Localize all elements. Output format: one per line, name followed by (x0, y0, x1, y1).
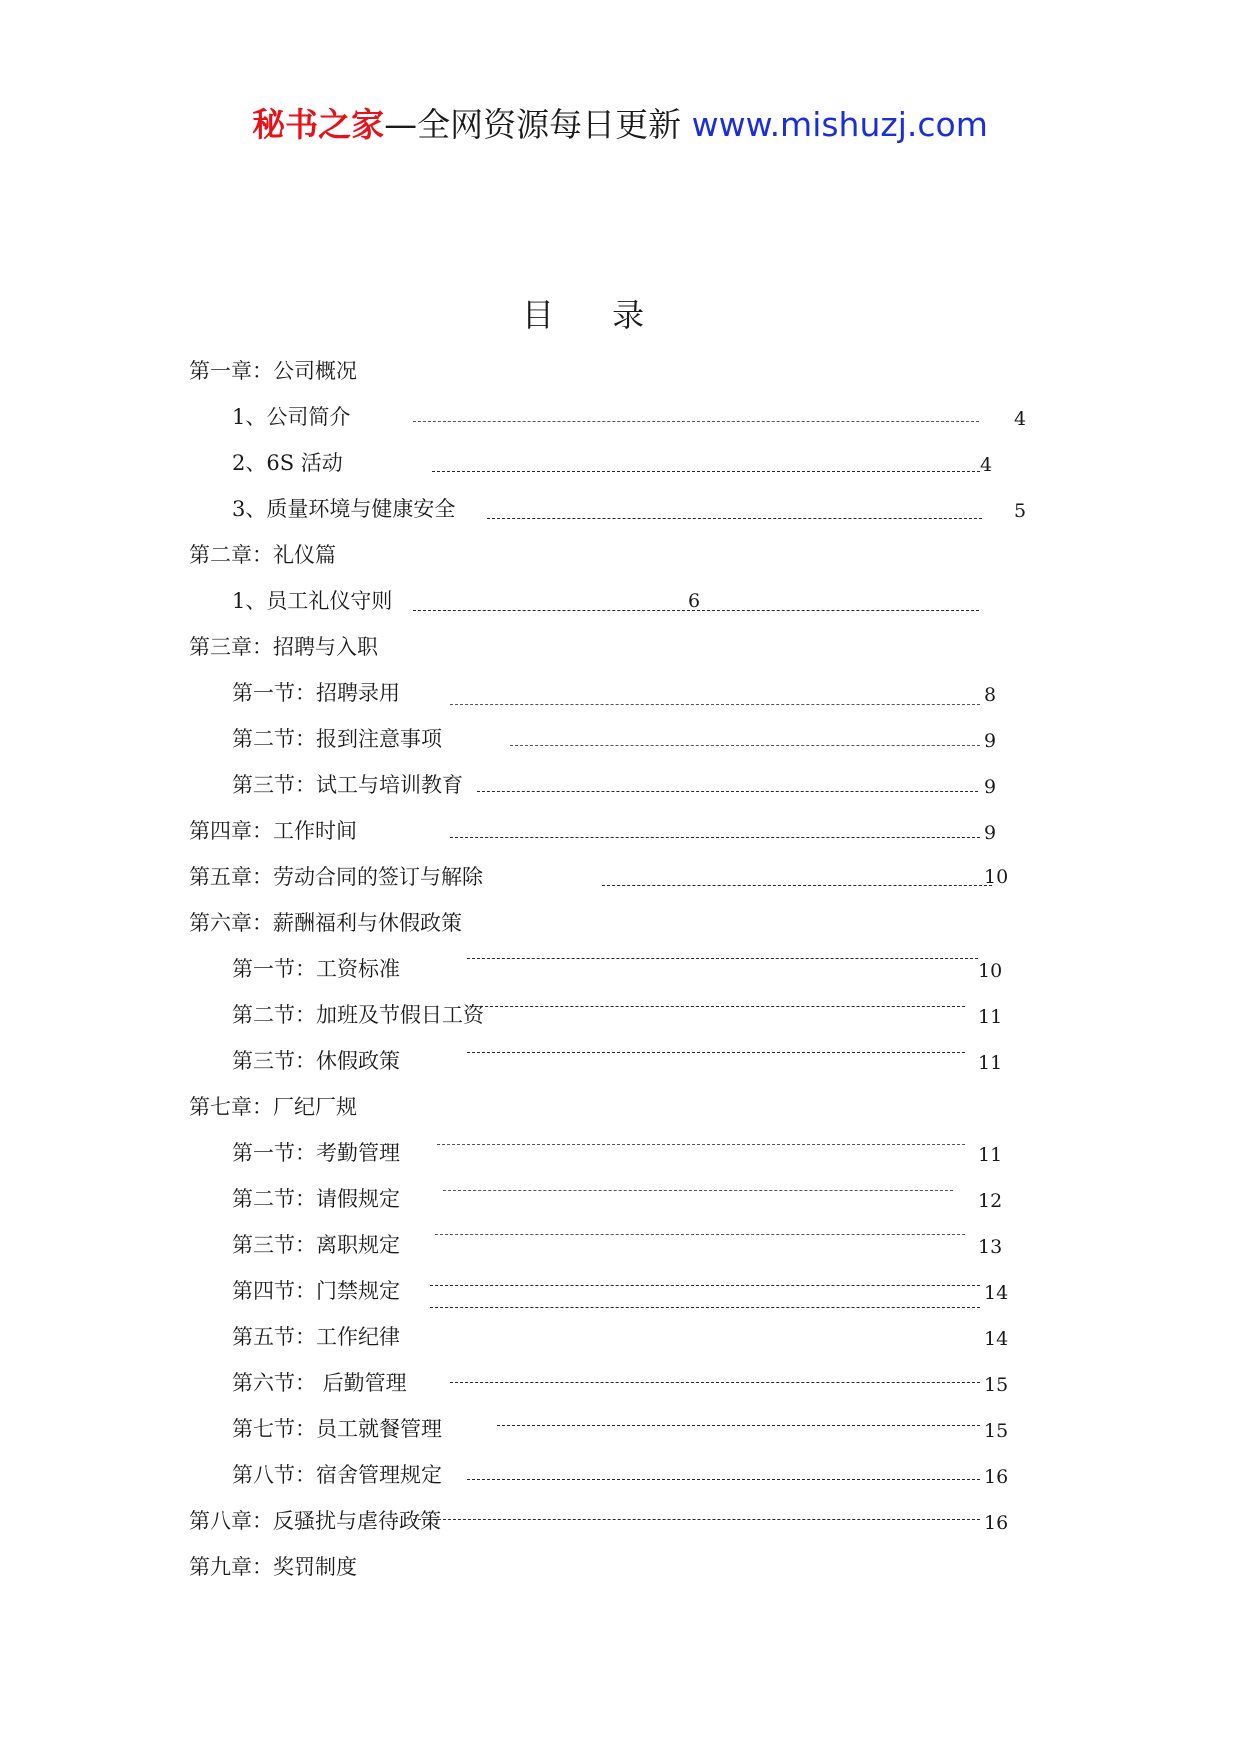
dot-leader (413, 1519, 980, 1520)
toc-entry (0, 1452, 1240, 1498)
toc-entry-label: 第七章：厂纪厂规 (189, 1095, 357, 1119)
dot-leader (435, 1234, 965, 1235)
toc-entry (0, 762, 1240, 808)
toc-entry-page: 11 (978, 1052, 1003, 1074)
toc-entry-page: 4 (980, 454, 993, 476)
toc-entry (0, 854, 1240, 900)
toc-entry-label: 第六节： 后勤管理 (232, 1371, 407, 1395)
toc-entry (0, 992, 1240, 1038)
toc-entry-page: 9 (984, 776, 997, 798)
toc-entry-page: 16 (984, 1512, 1009, 1534)
toc-entry-label: 第二节：加班及节假日工资 (232, 1003, 484, 1027)
toc-entry-label: 第六章：薪酬福利与休假政策 (189, 911, 462, 935)
toc-entry (0, 1222, 1240, 1268)
dot-leader (443, 1190, 953, 1191)
dot-leader (510, 745, 980, 746)
toc-entry (0, 440, 1240, 486)
toc-entry-page: 11 (978, 1006, 1003, 1028)
dot-leader (467, 958, 978, 959)
toc-entry-label: 第二节：请假规定 (232, 1187, 400, 1211)
toc-entry (0, 1498, 1240, 1544)
toc-entry (0, 394, 1240, 440)
toc-entry (0, 578, 1240, 624)
toc-entry (0, 946, 1240, 992)
dot-leader (497, 1425, 980, 1426)
toc-entry-label: 第二章：礼仪篇 (189, 543, 336, 567)
dot-leader (477, 791, 978, 792)
dot-leader (450, 1382, 980, 1383)
page-header (0, 100, 1240, 150)
toc-entry-label: 第三节：离职规定 (232, 1233, 400, 1257)
toc-entry-page: 11 (978, 1144, 1003, 1166)
dot-leader (602, 885, 992, 886)
toc-entry (0, 1360, 1240, 1406)
toc-entry-page: 15 (984, 1374, 1009, 1396)
toc-entry (0, 532, 1240, 578)
toc-entry-page: 6 (688, 590, 701, 612)
toc-entry (0, 1130, 1240, 1176)
dot-leader (450, 837, 980, 838)
toc-entry-label: 第一节：招聘录用 (232, 681, 400, 705)
toc-entry (0, 348, 1240, 394)
toc-entry-label: 第一章：公司概况 (189, 359, 357, 383)
toc-entry-label: 第二节：报到注意事项 (232, 727, 442, 751)
toc-entry-label: 第五节：工作纪律 (232, 1325, 400, 1349)
dot-leader (432, 471, 980, 472)
dot-leader (467, 1052, 965, 1053)
dot-leader (470, 1006, 965, 1007)
toc-entry-label: 1、公司简介 (232, 405, 351, 429)
toc-entry (0, 808, 1240, 854)
toc-entry (0, 1406, 1240, 1452)
toc-entry-label: 2、6S 活动 (232, 451, 343, 475)
toc-entry-label: 第八章：反骚扰与虐待政策 (189, 1509, 441, 1533)
header-url-link[interactable]: www.mishuzj.com (691, 105, 988, 144)
toc-entry-label: 1、员工礼仪守则 (232, 589, 393, 613)
toc-entry-page: 9 (984, 822, 997, 844)
toc-entry-page: 14 (984, 1282, 1009, 1304)
dot-leader (437, 1144, 965, 1145)
header-brand: 秘书之家 (252, 105, 385, 144)
toc-entry-page: 5 (1014, 500, 1027, 522)
toc-entry-label: 第三章：招聘与入职 (189, 635, 378, 659)
toc-entry-page: 13 (978, 1236, 1003, 1258)
toc-title: 目 录 (521, 296, 669, 334)
toc-entry (0, 486, 1240, 532)
toc-entry-label: 第四章：工作时间 (189, 819, 357, 843)
toc-entry (0, 670, 1240, 716)
dot-leader (413, 421, 979, 422)
toc-entry-label: 第四节：门禁规定 (232, 1279, 400, 1303)
toc-entry-page: 4 (1014, 408, 1027, 430)
toc-entry-page: 10 (978, 960, 1003, 982)
dot-leader (487, 518, 982, 519)
dot-leader (467, 1479, 980, 1480)
toc-entry-label: 第三节：试工与培训教育 (232, 773, 463, 797)
toc-entry (0, 1038, 1240, 1084)
toc-entry (0, 624, 1240, 670)
toc-entry-page: 15 (984, 1420, 1009, 1442)
toc-entry-label: 第一节：考勤管理 (232, 1141, 400, 1165)
toc-entry (0, 900, 1240, 946)
toc-entry (0, 1084, 1240, 1130)
toc-entry-page: 10 (984, 866, 1009, 888)
toc-entry-label: 第八节：宿舍管理规定 (232, 1463, 442, 1487)
toc-entry-page: 14 (984, 1328, 1009, 1350)
toc-entry-page: 9 (984, 730, 997, 752)
toc-entry-label: 第七节：员工就餐管理 (232, 1417, 442, 1441)
dot-leader (430, 1285, 980, 1286)
header-slogan: —全网资源每日更新 (384, 105, 682, 144)
toc-entry-page: 8 (984, 684, 997, 706)
toc-entry-page: 16 (984, 1466, 1009, 1488)
toc-entry-label: 第五章：劳动合同的签订与解除 (189, 865, 483, 889)
toc-entry (0, 1176, 1240, 1222)
toc-entry-label: 第九章：奖罚制度 (189, 1555, 357, 1579)
toc-entry-label: 3、质量环境与健康安全 (232, 497, 456, 521)
toc-entry-label: 第三节：休假政策 (232, 1049, 400, 1073)
toc-entry-label: 第一节：工资标准 (232, 957, 400, 981)
dot-leader (450, 704, 980, 705)
toc-entry (0, 1544, 1240, 1590)
toc-entry-page: 12 (978, 1190, 1003, 1212)
dot-leader (430, 1307, 980, 1308)
toc-entry (0, 1314, 1240, 1360)
toc-entry (0, 716, 1240, 762)
